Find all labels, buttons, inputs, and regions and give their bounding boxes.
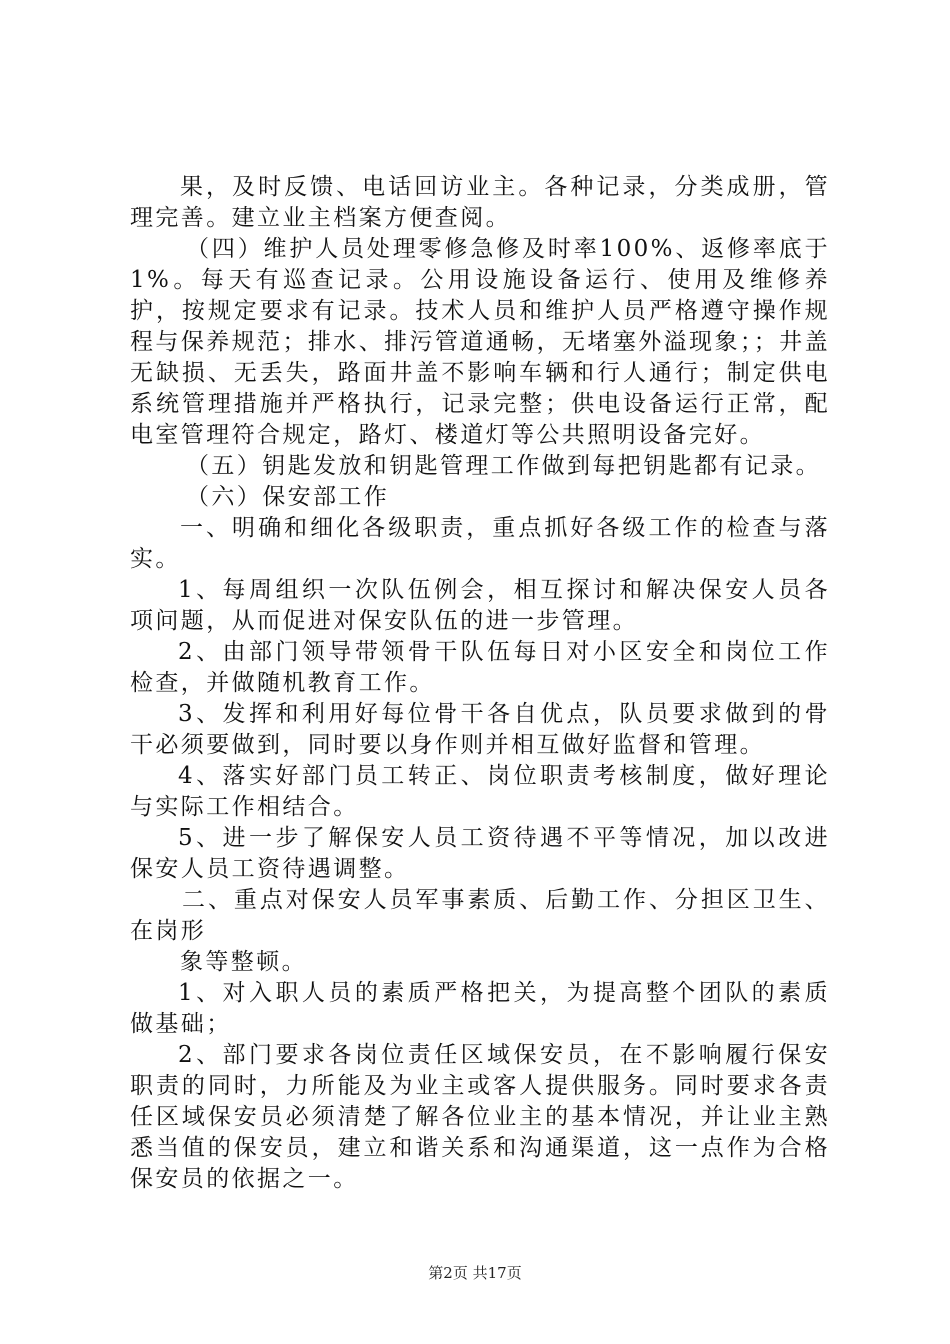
paragraph-9: 4、落实好部门员工转正、岗位职责考核制度，做好理论与实际工作相结合。	[130, 763, 830, 820]
paragraph-7: 2、由部门领导带领骨干队伍每日对小区安全和岗位工作检查，并做随机教育工作。	[130, 639, 830, 696]
document-body	[130, 172, 830, 1195]
paragraph-6: 1、每周组织一次队伍例会，相互探讨和解决保安人员各项问题，从而促进对保安队伍的进一步管理。	[130, 577, 830, 634]
paragraph-13: 1、对入职人员的素质严格把关，为提高整个团队的素质做基础；	[130, 980, 830, 1037]
page-number: 第2页 共17页	[428, 1264, 522, 1282]
paragraph-11: 二、重点对保安人员军事素质、后勤工作、分担区卫生、在岗形	[130, 887, 830, 944]
paragraph-2: （四）维护人员处理零修急修及时率100%、返修率底于1%。每天有巡查记录。公用设施设备运行、使用及维修养护，按规定要求有记录。技术人员和维护人员严格遵守操作规程与保养规范；排水、排污管道通畅，无堵塞外溢现象；；井盖无缺损、无丢失，路面井盖不影响车辆和行人通行；制定供电系统管理措施并严格执行，记录完整；供电设备运行正常，配电室管理符合规定，路灯、楼道灯等公共照明设备完好。	[130, 236, 830, 448]
paragraph-3: （五）钥匙发放和钥匙管理工作做到每把钥匙都有记录。	[186, 453, 821, 479]
paragraph-12: 象等整顿。	[180, 949, 307, 975]
paragraph-14: 2、部门要求各岗位责任区域保安员，在不影响履行保安职责的同时，力所能及为业主或客人提供服务。同时要求各责任区域保安员必须清楚了解各位业主的基本情况，并让业主熟悉当值的保安员，建立和谐关系和沟通渠道，这一点作为合格保安员的依据之一。	[130, 1042, 830, 1192]
paragraph-4: （六）保安部工作	[186, 484, 390, 510]
paragraph-5: 一、明确和细化各级职责，重点抓好各级工作的检查与落实。	[130, 515, 830, 572]
paragraph-10: 5、进一步了解保安人员工资待遇不平等情况，加以改进保安人员工资待遇调整。	[130, 825, 830, 882]
paragraph-1: 果，及时反馈、电话回访业主。各种记录，分类成册，管理完善。建立业主档案方便查阅。	[130, 174, 830, 231]
paragraph-8: 3、发挥和利用好每位骨干各自优点，队员要求做到的骨干必须要做到，同时要以身作则并相互做好监督和管理。	[130, 701, 830, 758]
